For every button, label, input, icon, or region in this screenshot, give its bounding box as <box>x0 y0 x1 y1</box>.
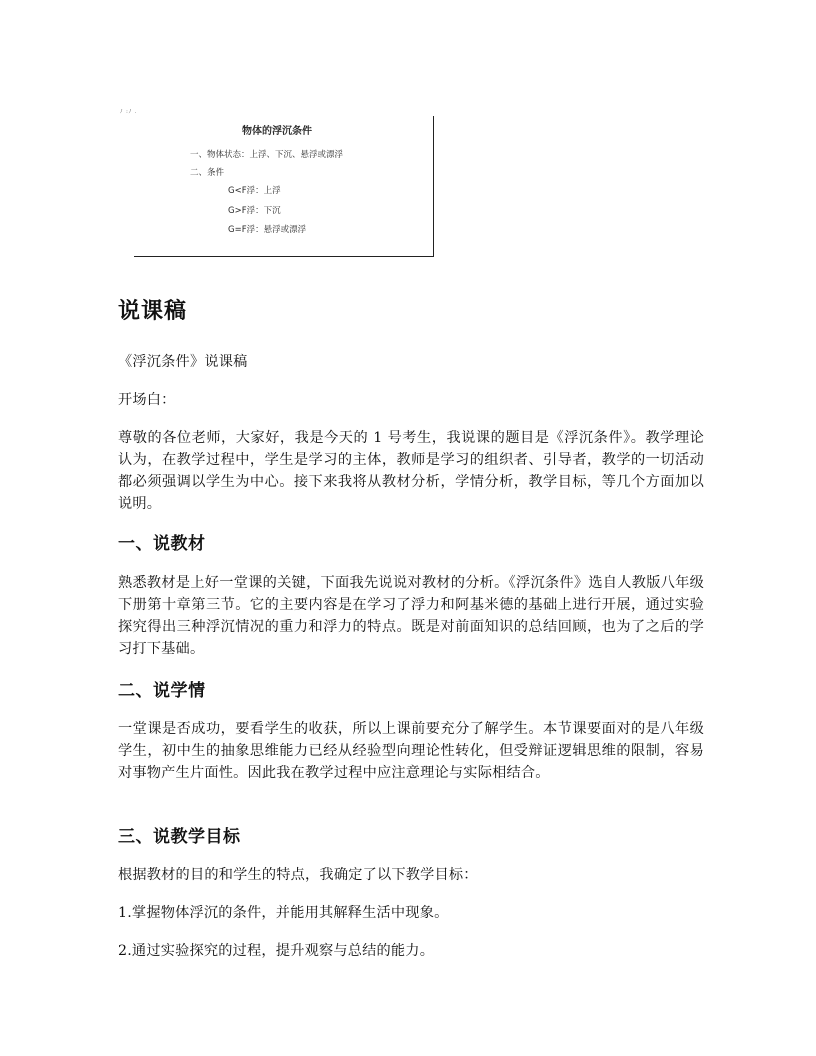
opening-label: 开场白： <box>118 392 176 408</box>
goal-item-2: 2.通过实验探究的过程，提升观察与总结的能力。 <box>118 943 435 959</box>
section-paragraph-goals: 根据教材的目的和学生的特点，我确定了以下教学目标： <box>118 867 478 883</box>
board-line-conditions: 二、条件 <box>190 168 225 178</box>
opening-paragraph: 尊敬的各位老师，大家好，我是今天的 1 号考生，我说课的题目是《浮沉条件》。教学理论认为，在教学过程中，学生是学习的主体，教师是学习的组织者、引导者，教学的一切活动都必须强调以学生为中心。接下来我将从教材分析，学情分析，教学目标，等几个方面加以说明。 <box>118 430 704 512</box>
section-heading-textbook: 一、说教材 <box>118 534 206 554</box>
image-frame <box>134 116 434 257</box>
board-title: 物体的浮沉条件 <box>242 126 312 137</box>
board-line-float: G=F浮：悬浮或漂浮 <box>228 225 307 235</box>
document-subtitle: 《浮沉条件》说课稿 <box>118 354 248 370</box>
blackboard-image <box>120 108 436 260</box>
section-heading-goals: 三、说教学目标 <box>118 827 241 847</box>
section-paragraph-students: 一堂课是否成功，要看学生的收获，所以上课前要充分了解学生。本节课要面对的是八年级学生，初中生的抽象思维能力已经从经验型向理论性转化，但受辩证逻辑思维的限制，容易对事物产生片面性。因此我在教学过程中应注意理论与实际相结合。 <box>118 721 704 781</box>
board-line-rise: G<F浮：上浮 <box>228 186 281 196</box>
section-paragraph-textbook: 熟悉教材是上好一堂课的关键，下面我先说说对教材的分析。《浮沉条件》选自人教版八年级下册第十章第三节。它的主要内容是在学习了浮力和阿基米德的基础上进行开展，通过实验探究得出三种浮沉情况的重力和浮力的特点。既是对前面知识的总结回顾，也为了之后的学习打下基础。 <box>118 575 704 657</box>
board-line-states: 一、物体状态：上浮、下沉、悬浮或漂浮 <box>190 150 344 160</box>
document-title: 说课稿 <box>118 299 188 324</box>
section-heading-students: 二、说学情 <box>118 681 206 701</box>
board-line-sink: G>F浮：下沉 <box>228 206 281 216</box>
goal-item-1: 1.掌握物体浮沉的条件，并能用其解释生活中现象。 <box>118 905 449 921</box>
image-corner-mark: ﾉ :ﾉ . <box>120 109 138 115</box>
